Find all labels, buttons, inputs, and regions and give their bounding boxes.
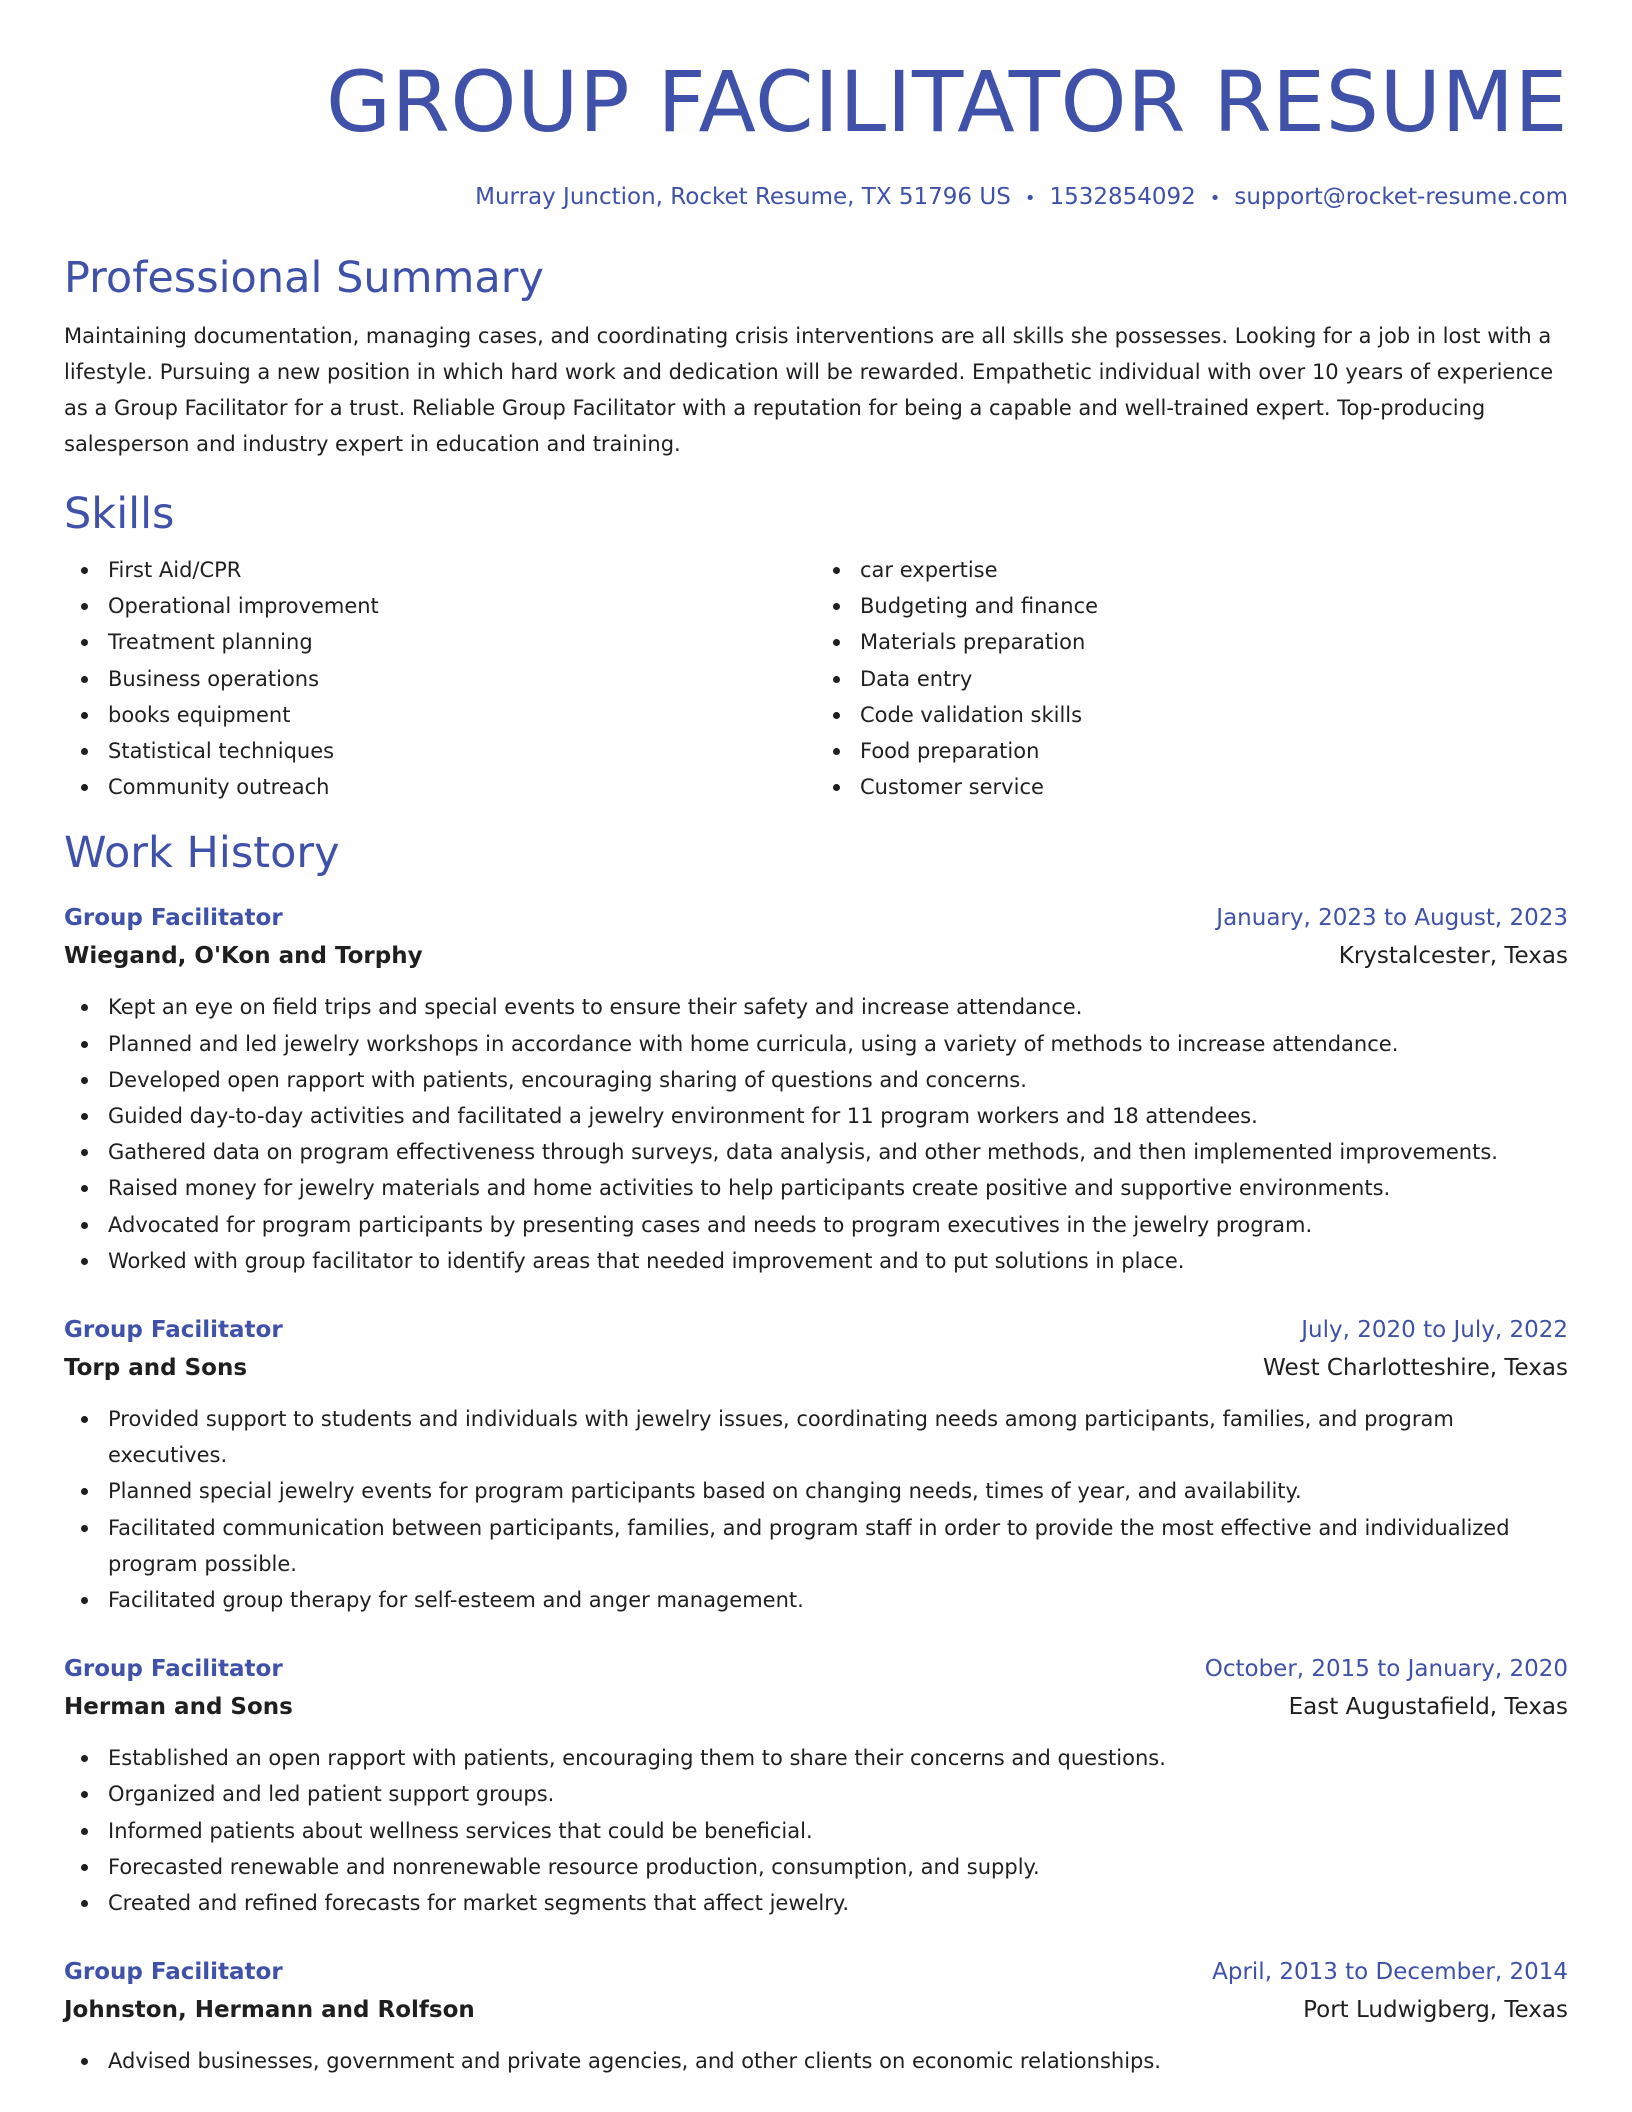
job-entry xyxy=(64,1650,1568,1921)
job-company-row xyxy=(64,1688,1568,1726)
job-title-row xyxy=(64,899,1568,937)
company-name: Herman and Sons xyxy=(64,1694,293,1721)
skill-item: Statistical techniques xyxy=(108,733,816,769)
skills-column-right xyxy=(816,552,1568,805)
company-name: Johnston, Hermann and Rolfson xyxy=(64,1997,475,2024)
skill-item: Budgeting and finance xyxy=(860,588,1568,624)
duty-item: Informed patients about wellness services that could be beneficial. xyxy=(108,1813,1568,1849)
job-location: Port Ludwigberg, Texas xyxy=(1303,1997,1568,2024)
duty-item: Advocated for program participants by presenting cases and needs to program executives in the jewelry program. xyxy=(108,1207,1568,1243)
email-link[interactable]: support@rocket-resume.com xyxy=(1234,184,1568,210)
skill-item: car expertise xyxy=(860,552,1568,588)
job-location: Krystalcester, Texas xyxy=(1338,943,1568,970)
job-dates: April, 2013 to December, 2014 xyxy=(1212,1959,1568,1986)
contact-separator: • xyxy=(1209,188,1221,209)
skill-item: books equipment xyxy=(108,697,816,733)
job-title: Group Facilitator xyxy=(64,1959,283,1986)
resume-name: GROUP FACILITATOR RESUME xyxy=(325,53,1568,151)
job-dates: October, 2015 to January, 2020 xyxy=(1204,1656,1568,1683)
skill-item: Customer service xyxy=(860,769,1568,805)
job-dates: July, 2020 to July, 2022 xyxy=(1301,1317,1568,1344)
job-title-row xyxy=(64,1953,1568,1991)
skill-item: Operational improvement xyxy=(108,588,816,624)
duty-item: Facilitated communication between participants, families, and program staff in order to provide the most effective and individualized program possible. xyxy=(108,1510,1568,1582)
skills-list xyxy=(64,552,1568,805)
duty-item: Raised money for jewelry materials and home activities to help participants create positive and supportive environments. xyxy=(108,1170,1568,1206)
job-entry xyxy=(64,899,1568,1279)
summary-text: Maintaining documentation, managing cases, and coordinating crisis interventions are all skills she possesses. Looking for a job in lost with a lifestyle. Pursuing a new position in which hard work and dedication will be rewarded. Empathetic individual with over 10 years of experience as a Group Facilitator for a trust. Reliable Group Facilitator with a reputation for being a capable and well-trained expert. Top-producing salesperson and industry expert in education and training. xyxy=(64,324,1554,456)
skill-item: Community outreach xyxy=(108,769,816,805)
job-company-row xyxy=(64,937,1568,975)
duty-item: Planned special jewelry events for program participants based on changing needs, times of year, and availability. xyxy=(108,1473,1568,1509)
skill-item: Code validation skills xyxy=(860,697,1568,733)
work-history-heading: Work History xyxy=(64,828,340,879)
job-company-row xyxy=(64,1991,1568,2029)
skill-item: Treatment planning xyxy=(108,624,816,660)
duty-item: Kept an eye on field trips and special events to ensure their safety and increase attendance. xyxy=(108,989,1568,1025)
contact-line xyxy=(64,182,1568,214)
skill-item: Business operations xyxy=(108,661,816,697)
skills-heading: Skills xyxy=(64,489,175,539)
skill-item: First Aid/CPR xyxy=(108,552,816,588)
duty-item: Worked with group facilitator to identify areas that needed improvement and to put solutions in place. xyxy=(108,1243,1568,1279)
job-title-row xyxy=(64,1650,1568,1688)
company-name: Torp and Sons xyxy=(64,1355,248,1382)
duty-item: Planned and led jewelry workshops in accordance with home curricula, using a variety of methods to increase attendance. xyxy=(108,1026,1568,1062)
duty-item: Gathered data on program effectiveness through surveys, data analysis, and other methods, and then implemented improvements. xyxy=(108,1134,1568,1170)
skills-column-left xyxy=(64,552,816,805)
duty-item: Forecasted renewable and nonrenewable resource production, consumption, and supply. xyxy=(108,1849,1568,1885)
skill-item: Materials preparation xyxy=(860,624,1568,660)
job-location: West Charlotteshire, Texas xyxy=(1263,1355,1568,1382)
address-text: Murray Junction, Rocket Resume, TX 51796 US xyxy=(475,184,1011,210)
job-location: East Augustafield, Texas xyxy=(1288,1694,1568,1721)
job-title: Group Facilitator xyxy=(64,905,283,932)
summary-heading: Professional Summary xyxy=(64,253,544,303)
phone-text: 1532854092 xyxy=(1049,184,1196,210)
job-title: Group Facilitator xyxy=(64,1317,283,1344)
job-duties xyxy=(64,1740,1568,1921)
job-entry xyxy=(64,1311,1568,1618)
job-duties xyxy=(64,2043,1568,2079)
duty-item: Advised businesses, government and private agencies, and other clients on economic relationships. xyxy=(108,2043,1568,2079)
resume-header xyxy=(64,0,1568,214)
duty-item: Organized and led patient support groups. xyxy=(108,1776,1568,1812)
company-name: Wiegand, O'Kon and Torphy xyxy=(64,943,423,970)
duty-item: Developed open rapport with patients, encouraging sharing of questions and concerns. xyxy=(108,1062,1568,1098)
job-duties xyxy=(64,989,1568,1279)
job-title-row xyxy=(64,1311,1568,1349)
duty-item: Guided day-to-day activities and facilitated a jewelry environment for 11 program workers and 18 attendees. xyxy=(108,1098,1568,1134)
skill-item: Food preparation xyxy=(860,733,1568,769)
job-entry xyxy=(64,1953,1568,2079)
duty-item: Facilitated group therapy for self-esteem and anger management. xyxy=(108,1582,1568,1618)
job-company-row xyxy=(64,1349,1568,1387)
contact-separator: • xyxy=(1024,188,1036,209)
duty-item: Provided support to students and individuals with jewelry issues, coordinating needs among participants, families, and program executives. xyxy=(108,1401,1568,1473)
duty-item: Established an open rapport with patients, encouraging them to share their concerns and questions. xyxy=(108,1740,1568,1776)
job-title: Group Facilitator xyxy=(64,1656,283,1683)
job-duties xyxy=(64,1401,1568,1618)
skill-item: Data entry xyxy=(860,661,1568,697)
job-dates: January, 2023 to August, 2023 xyxy=(1216,905,1568,932)
duty-item: Created and refined forecasts for market segments that affect jewelry. xyxy=(108,1885,1568,1921)
